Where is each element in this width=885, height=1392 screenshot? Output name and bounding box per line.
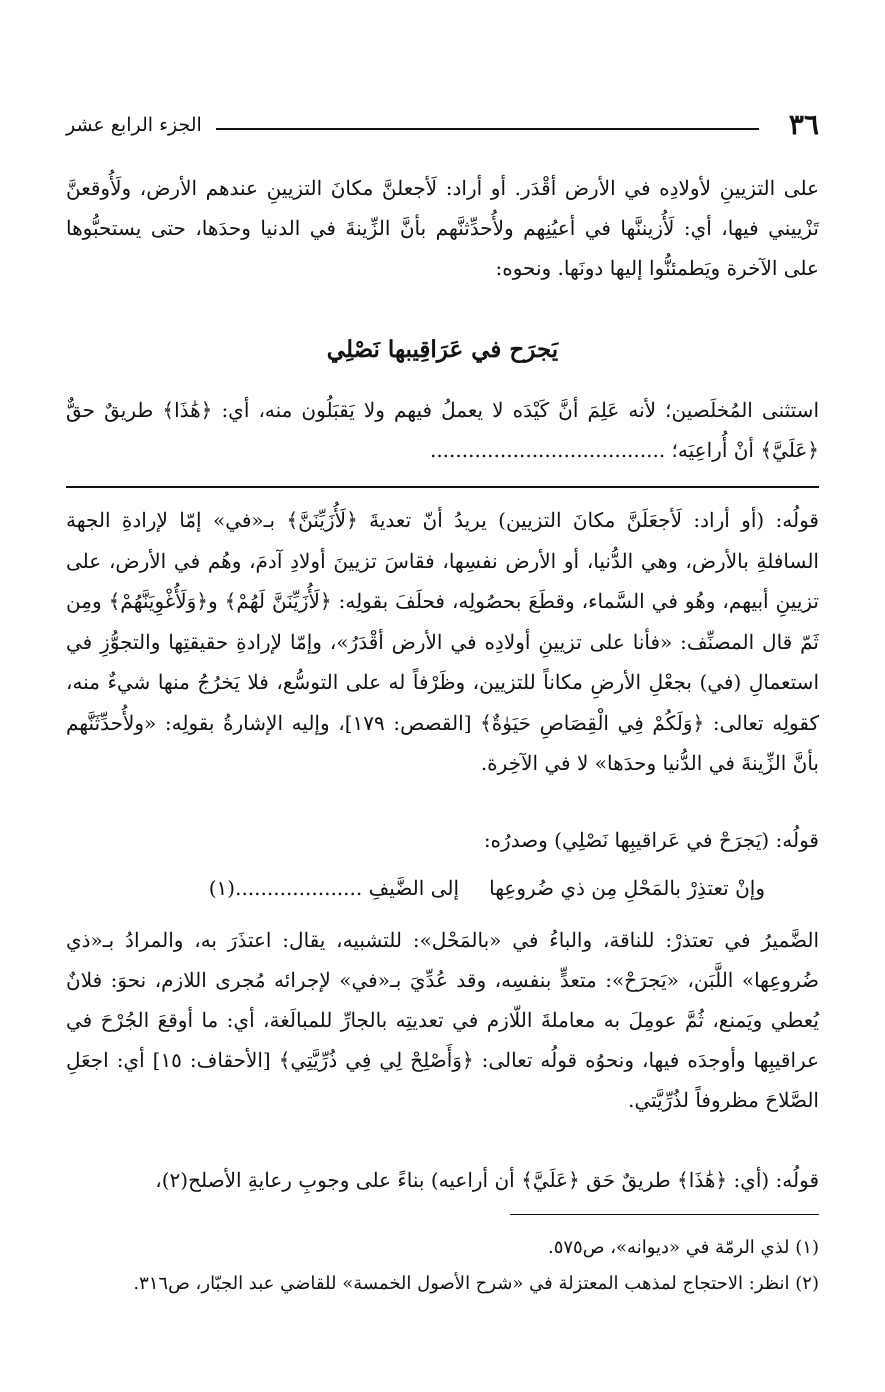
matn-paragraph-1: على التزيينِ لأولادِه في الأرض أقْدَر. أو أراد: لَأجعلنَّ مكانَ التزيينِ عندهم الأرض، ولَأُوقعنَّ تَزْييني فيها، أي: لَأُزيننَّها في أعيُنِهم ولأُحدِّثنَّهم بأنَّ الزِّينةَ في الدنيا وحدَها، حتى يستحبُّوها على الآخرة ويَطمئنُّوا إليها دونَها. ونحوه: (66, 176, 819, 280)
footnote-1: (١) لذي الرمّة في «ديوانه»، ص٥٧٥. (547, 1237, 819, 1258)
header-rule (216, 128, 759, 130)
matn-sharh-divider (66, 486, 819, 488)
running-title: الجزء الرابع عشر (66, 114, 202, 136)
matn-verse: يَجرَح في عَرَاقِيبها نَصْلِي (326, 336, 559, 363)
footnote-2: (٢) انظر: الاحتجاج لمذهب المعتزلة في «شرح الأصول الخمسة» للقاضي عبد الجبّار، ص٣١٦. (133, 1273, 819, 1294)
hemistich-first: وإنْ تعتذِرْ بالمَحْلِ مِن ذي ضُروعِها (489, 876, 765, 900)
sharh-paragraph-1: قولُه: (أو أراد: لَأجعَلَنَّ مكانَ التزيين) يريدُ أنّ تعديةَ ﴿لَأُزَيِّنَنَّ﴾ بـ«في» إمّا لإرادةِ الجهة السافلةِ بالأرض، وهي الدُّنيا، أو الأرض نفسِها، فقاسَ تزيينَ أولادِ آدمَ، وهُم في الأرض، على تزيينِ أبيهم، وهُو في السَّماء، وقطَعَ بحصُولِه، فحلَفَ بقولِه: ﴿لَأُزَيِّنَنَّ لَهُمْ﴾ و﴿وَلَأُغْوِيَنَّهُمْ﴾ ومِن ثَمّ قال المصنِّف: «فأنا على تزيينِ أولادِه في الأرض أقْدَرُ»، وإمّا لإرادةِ حقيقتِها والتجوُّزِ في استعمالِ (في) بجعْلِ الأرضِ مكاناً للتزيين، وظَرْفاً له على التوسُّع، فلا يَخرُجُ منها شيءٌ منه، كقولِه تعالى: ﴿وَلَكُمْ فِي الْقِصَاصِ حَيَوٰةٌ﴾ [القصص: ١٧٩]، وإليه الإشارةُ بقولِه: «ولأُحدِّثَنَّهم بأنَّ الزِّينةَ في الدُّنيا وحدَها» لا في الآخِرة. (66, 508, 820, 775)
page-header (66, 108, 819, 142)
poetry-line (66, 868, 819, 908)
sharh-paragraph-2: قولُه: (يَجرَحْ في عَراقيبِها نَصْلِي) وصدرُه: (483, 828, 819, 852)
footnote-rule (510, 1214, 819, 1215)
sharh-paragraph-3: الضَّميرُ في تعتذرْ: للناقة، والباءُ في «بالمَحْل»: للتشبيه، يقال: اعتذَرَ به، والمرادُ بـ«ذي ضُروعِها» اللَّبَن، «يَجرَحْ»: متعدٍّ بنفسِه، وقد عُدِّيَ بـ«في» لإجرائه مُجرى اللازم، نحوَ: فلانٌ يُعطي ويَمنع، ثُمَّ عومِلَ به معاملةَ اللّازم في تعديتِه بالجارِّ للمبالَغة، أي: ما أوقعَ الجُرْحَ في عراقيبِها وأوجدَه فيها، ونحوُه قولُه تعالى: ﴿وَأَصْلِحْ لِي فِي ذُرِّيَّتِي﴾ [الأحقاف: ١٥] أي: اجعَلِ الصَّلاحَ مظروفاً لذُرِّيَّتي. (66, 928, 820, 1112)
hemistich-second: إلى الضَّيفِ ....................(١) (208, 876, 459, 900)
sharh-paragraph-4: قولُه: (أي: ﴿هَٰذَا﴾ طريقٌ حَق ﴿عَلَيَّ﴾ أن أراعيه) بناءً على وجوبِ رعايةِ الأصلح(٢)، (155, 1168, 819, 1192)
page-number: ٣٦ (788, 108, 819, 141)
matn-paragraph-2: استثنى المُخلَصين؛ لأنه عَلِمَ أنَّ كَيْدَه لا يعملُ فيهم ولا يَقبَلُون منه، أي: ﴿هَٰذَا﴾ طريقٌ حقٌّ ﴿عَلَيَّ﴾ أنْ أُراعِيَه؛ ..................................... (66, 398, 819, 462)
